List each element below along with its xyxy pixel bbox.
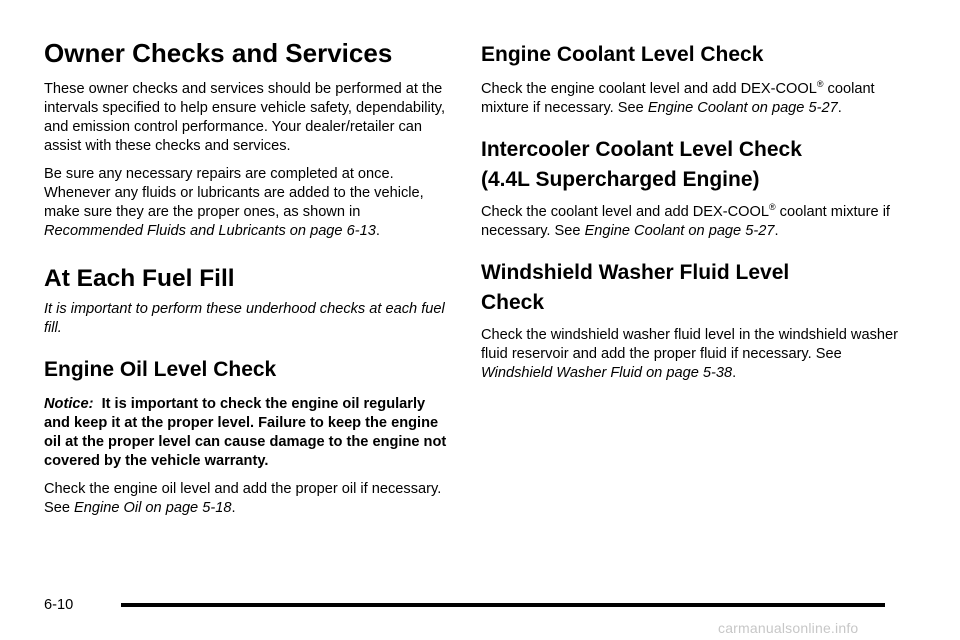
- intercooler-text-b: coolant mixture if necessary. See: [481, 204, 890, 239]
- right-column: [481, 40, 901, 392]
- notice-label: Notice:: [44, 396, 94, 412]
- fuel-fill-text: It is important to perform these underhood checks at each fuel fill.: [44, 301, 445, 336]
- washer-heading-line-2: Check: [481, 291, 545, 314]
- period: .: [732, 365, 737, 381]
- washer-check-heading: [481, 258, 901, 318]
- period: .: [231, 500, 236, 516]
- washer-check-text: [481, 326, 901, 383]
- notice-text: It is important to check the engine oil regularly and keep it at the proper level. Failure to keep the engine oil at the proper level can cause damage to the engine not covered by the vehicle warranty.: [44, 396, 447, 469]
- intercooler-check-heading: [481, 135, 901, 195]
- watermark: carmanualsonline.info: [718, 620, 859, 636]
- registered-mark: ®: [768, 202, 776, 213]
- coolant-text-b: coolant mixture if necessary. See: [481, 81, 875, 116]
- intercooler-heading-line-1: Intercooler Coolant Level Check: [481, 138, 802, 161]
- coolant-check-heading: Engine Coolant Level Check: [481, 43, 764, 66]
- coolant-check-text: [481, 80, 901, 118]
- intercooler-text-a: Check the coolant level and add DEX-COOL: [481, 204, 769, 220]
- engine-coolant-reference-link[interactable]: Engine Coolant on page 5-27: [647, 100, 838, 116]
- intercooler-heading-line-2: (4.4L Supercharged Engine): [481, 168, 760, 191]
- intro-paragraph-2: [44, 165, 454, 241]
- period: .: [774, 223, 779, 239]
- page-title: Owner Checks and Services: [44, 38, 393, 68]
- washer-heading-line-1: Windshield Washer Fluid Level: [481, 261, 790, 284]
- fluids-reference-link[interactable]: Recommended Fluids and Lubricants on page 6-13: [44, 223, 376, 239]
- washer-text: Check the windshield washer fluid level in the windshield washer fluid reservoir and add the proper fluid if necessary. See: [481, 327, 898, 362]
- intercooler-check-text: [481, 203, 901, 241]
- engine-oil-reference-link[interactable]: Engine Oil on page 5-18: [74, 500, 232, 516]
- coolant-text-a: Check the engine coolant level and add DEX-COOL: [481, 81, 817, 97]
- oil-check-text: [44, 480, 454, 518]
- period: .: [375, 223, 380, 239]
- intro-p2-text: Be sure any necessary repairs are completed at once. Whenever any fluids or lubricants are added to the vehicle, make sure they are the proper ones, as shown in: [44, 166, 424, 220]
- footer-rule: [121, 603, 885, 607]
- registered-mark: ®: [816, 79, 824, 90]
- period: .: [837, 100, 842, 116]
- intro-paragraph: These owner checks and services should be performed at the intervals specified to help ensure vehicle safety, dependability, and emission control performance. Your dealer/retailer can assist with these checks and services.: [44, 81, 446, 154]
- intercooler-coolant-reference-link[interactable]: Engine Coolant on page 5-27: [584, 223, 775, 239]
- left-column: [44, 38, 454, 527]
- oil-text: Check the engine oil level and add the proper oil if necessary. See: [44, 481, 442, 516]
- oil-notice: [44, 395, 454, 471]
- washer-fluid-reference-link[interactable]: Windshield Washer Fluid on page 5-38: [481, 365, 733, 381]
- page-number: 6-10: [44, 597, 74, 613]
- fuel-fill-heading: At Each Fuel Fill: [44, 265, 235, 292]
- oil-check-heading: Engine Oil Level Check: [44, 358, 277, 381]
